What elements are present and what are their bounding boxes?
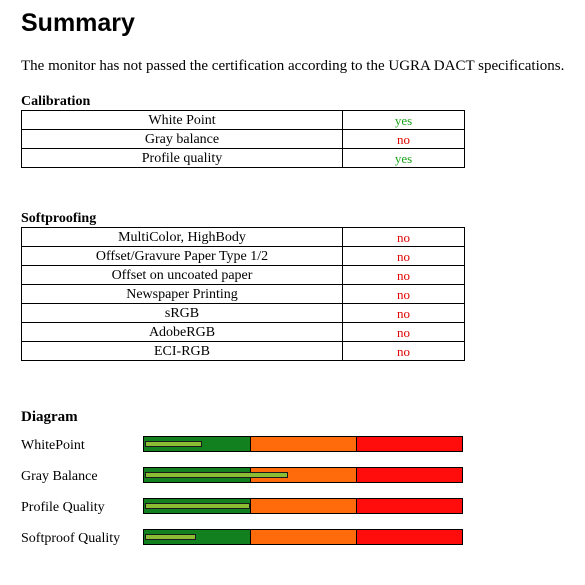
table-row xyxy=(22,228,465,247)
fail-zone xyxy=(356,437,462,451)
calibration-heading: Calibration xyxy=(21,94,91,109)
row-value: no xyxy=(343,304,465,323)
calibration-table xyxy=(21,110,465,168)
page-title: Summary xyxy=(21,9,135,37)
softproofing-heading: Softproofing xyxy=(21,211,97,226)
level-indicator xyxy=(145,503,250,509)
diagram-row-gray-balance xyxy=(21,467,471,487)
row-value: no xyxy=(343,285,465,304)
diagram-label: WhitePoint xyxy=(21,438,85,453)
table-row xyxy=(22,266,465,285)
row-value: yes xyxy=(343,111,465,130)
fail-zone xyxy=(356,530,462,544)
row-value: no xyxy=(343,247,465,266)
table-row xyxy=(22,149,465,168)
table-row xyxy=(22,247,465,266)
row-label: AdobeRGB xyxy=(22,323,343,342)
diagram-label: Gray Balance xyxy=(21,469,98,484)
row-value: no xyxy=(343,342,465,361)
quality-bar xyxy=(143,436,463,452)
warning-zone xyxy=(250,499,356,513)
quality-bar xyxy=(143,529,463,545)
table-row xyxy=(22,323,465,342)
row-value: no xyxy=(343,266,465,285)
row-label: Offset/Gravure Paper Type 1/2 xyxy=(22,247,343,266)
diagram-label: Softproof Quality xyxy=(21,531,121,546)
quality-bar xyxy=(143,467,463,483)
diagram-heading: Diagram xyxy=(21,409,78,425)
fail-zone xyxy=(356,499,462,513)
table-row xyxy=(22,111,465,130)
row-value: no xyxy=(343,228,465,247)
row-value: no xyxy=(343,130,465,149)
row-label: ECI-RGB xyxy=(22,342,343,361)
row-label: Gray balance xyxy=(22,130,343,149)
table-row xyxy=(22,130,465,149)
table-row xyxy=(22,342,465,361)
table-row xyxy=(22,285,465,304)
diagram-label: Profile Quality xyxy=(21,500,105,515)
diagram-row-white-point xyxy=(21,436,471,456)
row-value: no xyxy=(343,323,465,342)
certification-statement: The monitor has not passed the certification according to the UGRA DACT specifications. xyxy=(21,58,565,74)
softproofing-table xyxy=(21,227,465,361)
diagram-row-profile-quality xyxy=(21,498,471,518)
row-label: Newspaper Printing xyxy=(22,285,343,304)
row-label: MultiColor, HighBody xyxy=(22,228,343,247)
level-indicator xyxy=(145,534,196,540)
row-label: White Point xyxy=(22,111,343,130)
row-label: sRGB xyxy=(22,304,343,323)
diagram-row-softproof-quality xyxy=(21,529,471,549)
row-label: Profile quality xyxy=(22,149,343,168)
level-indicator xyxy=(145,441,202,447)
row-value: yes xyxy=(343,149,465,168)
row-label: Offset on uncoated paper xyxy=(22,266,343,285)
warning-zone xyxy=(250,530,356,544)
quality-bar xyxy=(143,498,463,514)
warning-zone xyxy=(250,437,356,451)
table-row xyxy=(22,304,465,323)
level-indicator xyxy=(145,472,288,478)
fail-zone xyxy=(356,468,462,482)
